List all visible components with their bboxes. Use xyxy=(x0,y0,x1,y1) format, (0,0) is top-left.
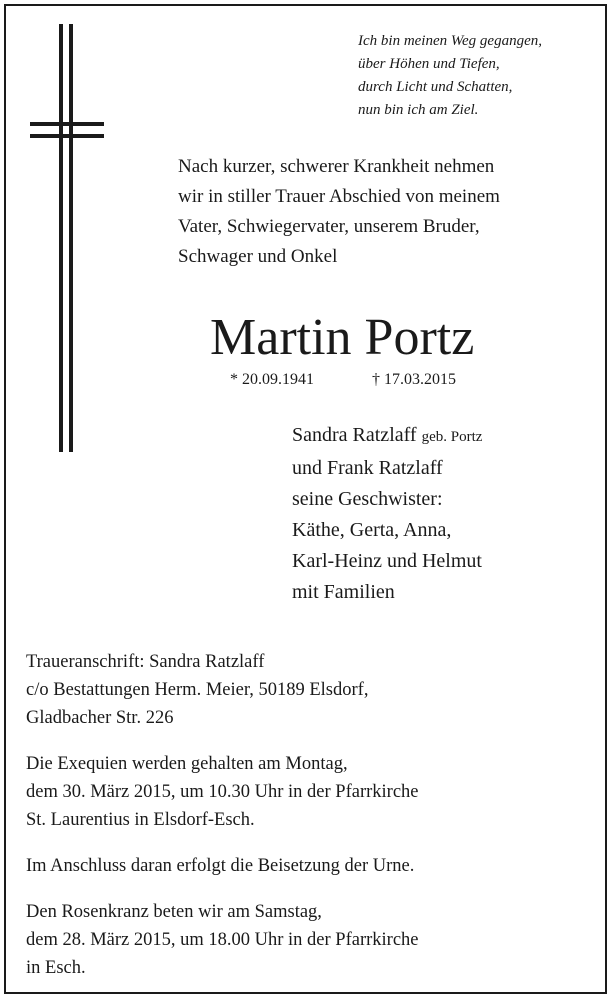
poem xyxy=(358,30,598,122)
burial-info xyxy=(26,852,596,880)
family-mourners xyxy=(292,420,602,608)
address-line: c/o Bestattungen Herm. Meier, 50189 Elsdorf, xyxy=(26,680,369,700)
life-dates xyxy=(230,370,456,390)
intro-line: Vater, Schwiegervater, unserem Bruder, xyxy=(178,216,480,237)
mourning-address xyxy=(26,648,596,732)
rosary-line: in Esch. xyxy=(26,958,86,978)
intro-line: wir in stiller Trauer Abschied von meinem xyxy=(178,186,500,207)
cross-icon xyxy=(30,24,104,454)
poem-line: durch Licht und Schatten, xyxy=(358,79,513,95)
maiden-name: geb. Portz xyxy=(421,429,483,445)
exequien-line: St. Laurentius in Elsdorf-Esch. xyxy=(26,810,255,830)
poem-line: Ich bin meinen Weg gegangen, xyxy=(358,33,542,49)
deceased-name: Martin Portz xyxy=(210,309,475,366)
mourner-line xyxy=(292,420,602,453)
intro-line: Schwager und Onkel xyxy=(178,246,338,267)
rosary-info xyxy=(26,898,596,982)
mourner-name: Sandra Ratzlaff xyxy=(292,424,417,446)
address-line: Traueranschrift: Sandra Ratzlaff xyxy=(26,652,265,672)
poem-line: nun bin ich am Ziel. xyxy=(358,102,479,118)
mourner-line: mit Familien xyxy=(292,581,395,603)
death-date: † 17.03.2015 xyxy=(372,371,456,388)
exequien-line: dem 30. März 2015, um 10.30 Uhr in der Pfarrkirche xyxy=(26,782,419,802)
mourner-line: Karl-Heinz und Helmut xyxy=(292,550,482,572)
burial-line: Im Anschluss daran erfolgt die Beisetzung der Urne. xyxy=(26,856,415,876)
rosary-line: dem 28. März 2015, um 18.00 Uhr in der Pfarrkirche xyxy=(26,930,419,950)
poem-line: über Höhen und Tiefen, xyxy=(358,56,500,72)
mourner-line: seine Geschwister: xyxy=(292,488,443,510)
intro-text xyxy=(178,152,598,272)
exequien-info xyxy=(26,750,596,834)
mourner-line: Käthe, Gerta, Anna, xyxy=(292,519,452,541)
exequien-line: Die Exequien werden gehalten am Montag, xyxy=(26,754,348,774)
rosary-line: Den Rosenkranz beten wir am Samstag, xyxy=(26,902,322,922)
intro-line: Nach kurzer, schwerer Krankheit nehmen xyxy=(178,156,495,177)
birth-date: * 20.09.1941 xyxy=(230,371,314,388)
mourner-line: und Frank Ratzlaff xyxy=(292,457,443,479)
address-line: Gladbacher Str. 226 xyxy=(26,708,174,728)
